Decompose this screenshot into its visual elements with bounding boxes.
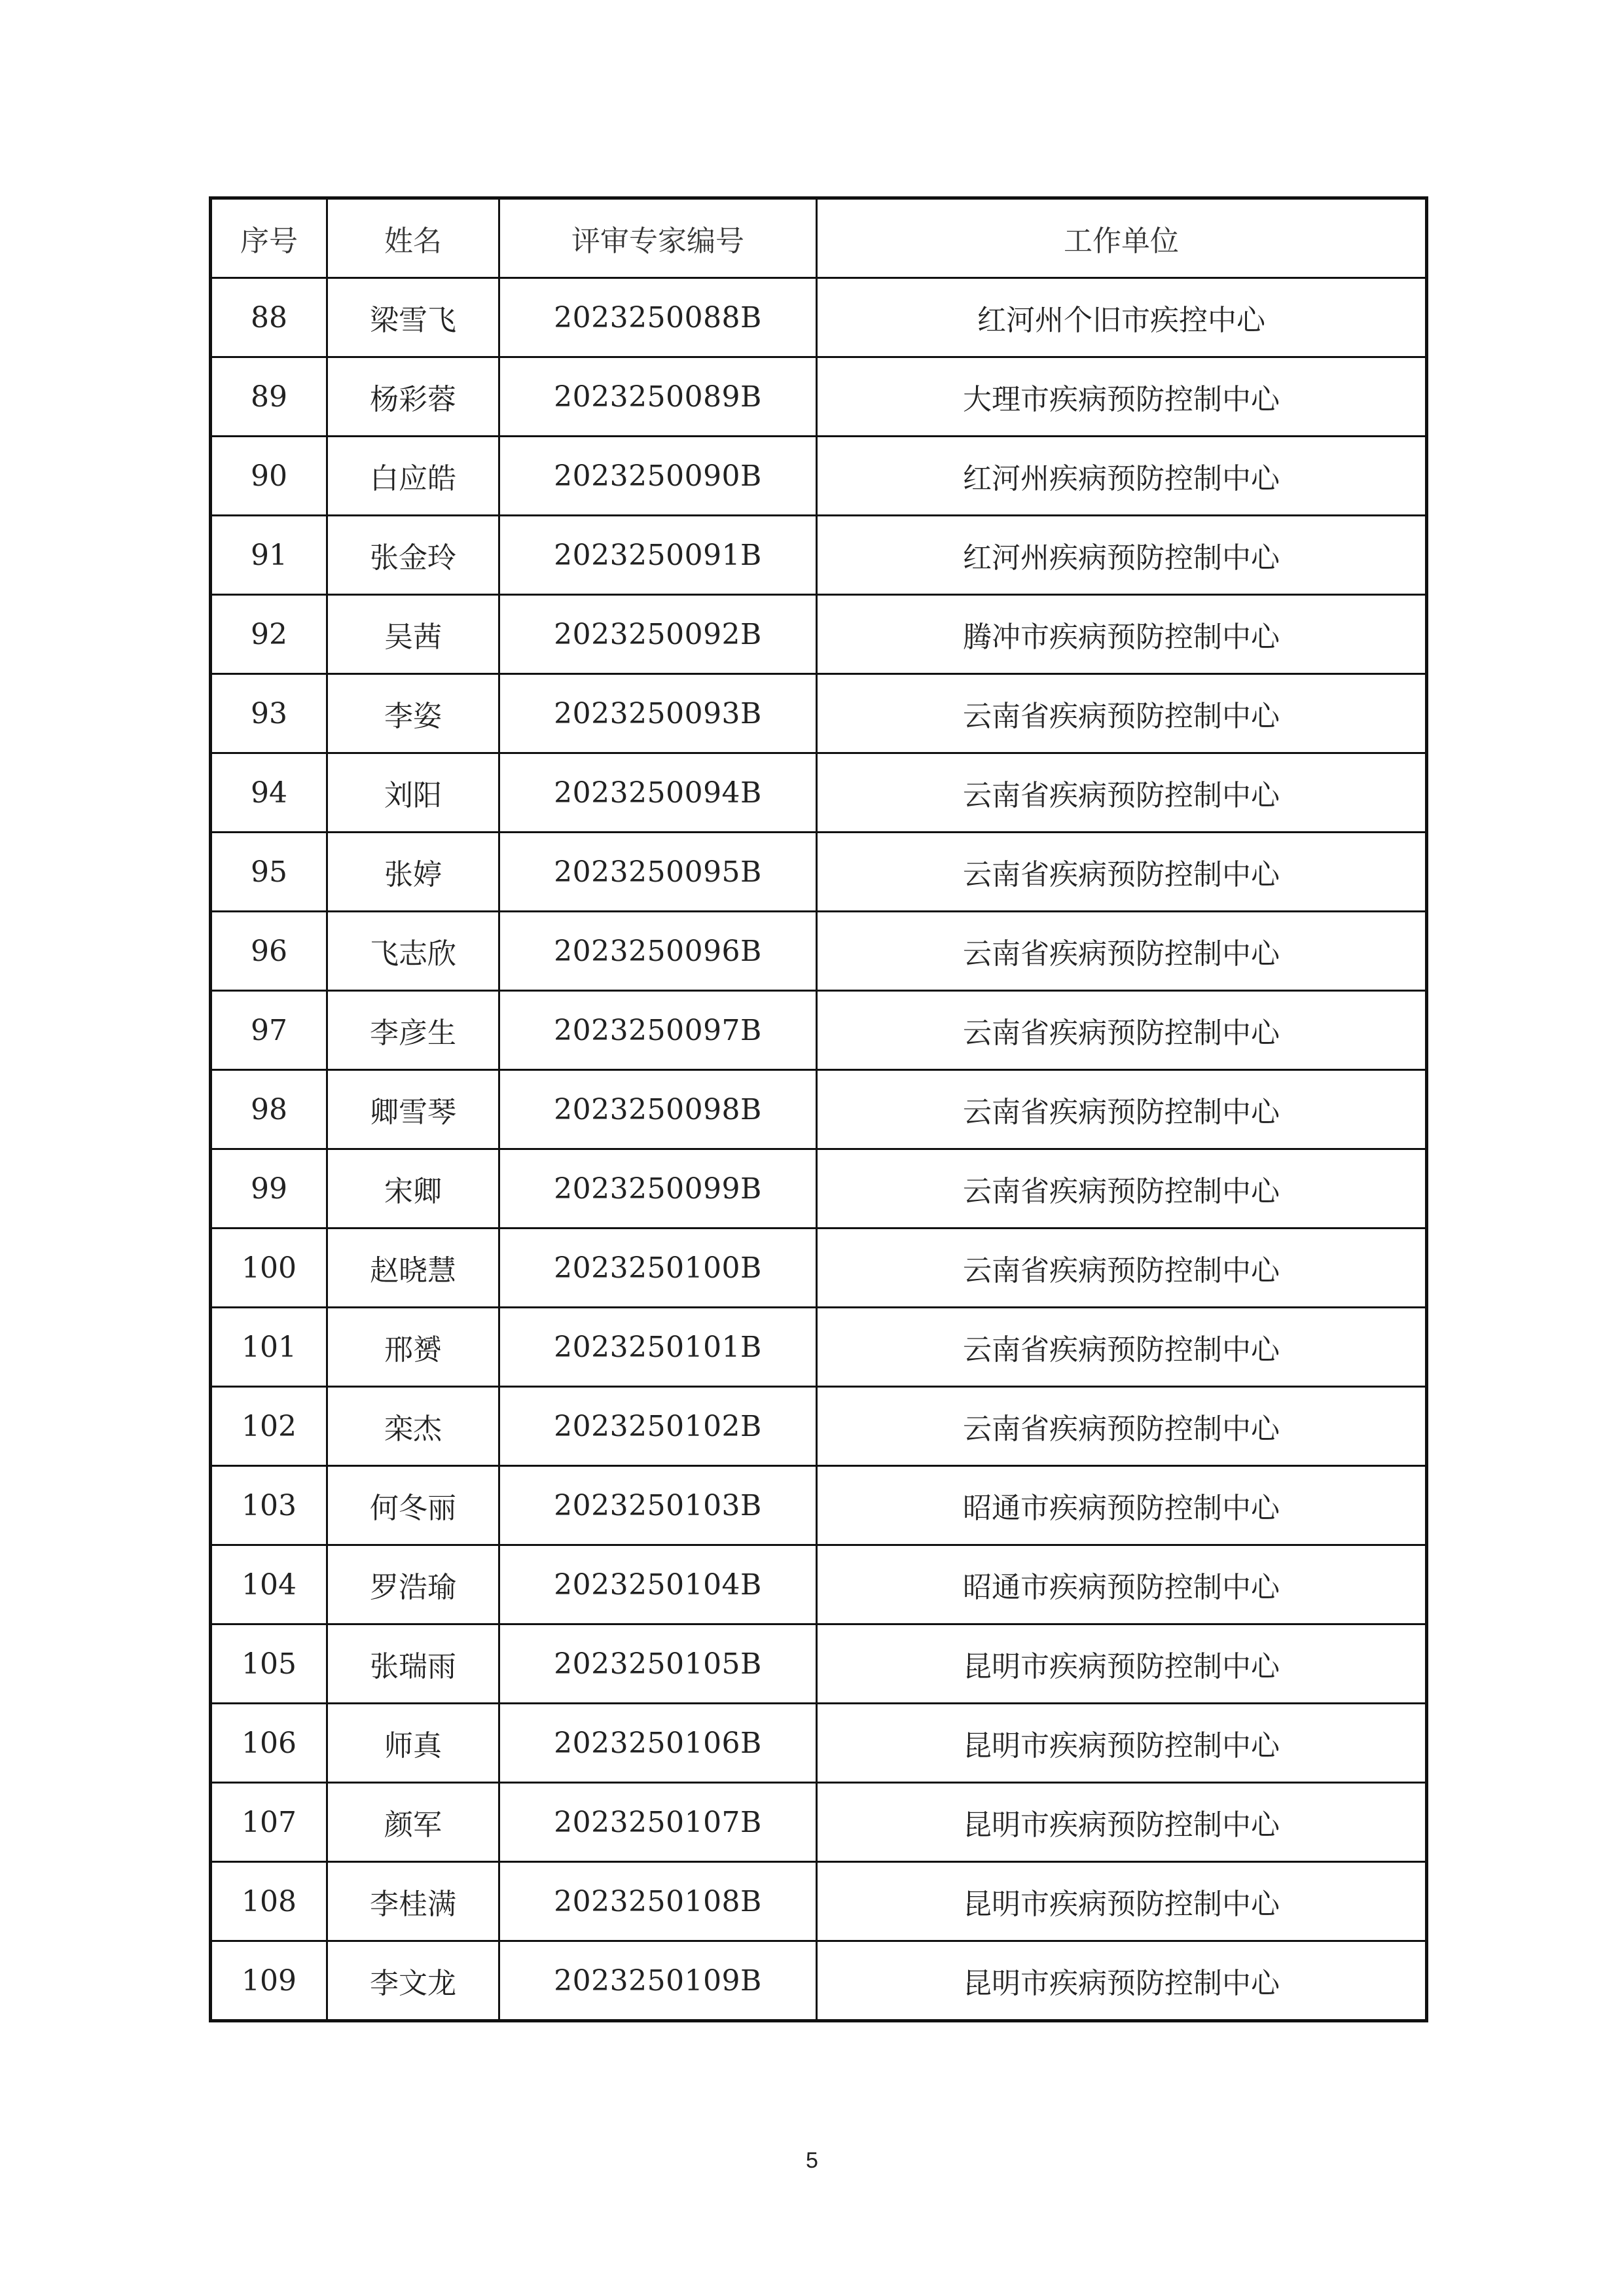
- table-row: [211, 753, 1427, 833]
- cell-seq: 105: [211, 1624, 327, 1704]
- cell-unit: 云南省疾病预防控制中心: [817, 991, 1427, 1070]
- cell-seq: 90: [211, 437, 327, 516]
- cell-unit: 云南省疾病预防控制中心: [817, 912, 1427, 991]
- table-row: [211, 833, 1427, 912]
- table-row: [211, 912, 1427, 991]
- cell-seq: 106: [211, 1704, 327, 1783]
- cell-seq: 102: [211, 1387, 327, 1466]
- expert-roster-table: [209, 196, 1428, 2022]
- cell-name: 张瑞雨: [327, 1624, 499, 1704]
- cell-unit: 云南省疾病预防控制中心: [817, 1149, 1427, 1229]
- cell-seq: 94: [211, 753, 327, 833]
- table-row: [211, 1308, 1427, 1387]
- cell-name: 栾杰: [327, 1387, 499, 1466]
- cell-code: 2023250105B: [499, 1624, 817, 1704]
- table-row: [211, 1545, 1427, 1624]
- cell-seq: 103: [211, 1466, 327, 1545]
- cell-unit: 云南省疾病预防控制中心: [817, 1229, 1427, 1308]
- cell-name: 罗浩瑜: [327, 1545, 499, 1624]
- cell-code: 2023250095B: [499, 833, 817, 912]
- cell-seq: 99: [211, 1149, 327, 1229]
- cell-name: 杨彩蓉: [327, 357, 499, 437]
- cell-name: 宋卿: [327, 1149, 499, 1229]
- cell-unit: 红河州疾病预防控制中心: [817, 437, 1427, 516]
- cell-name: 白应皓: [327, 437, 499, 516]
- cell-seq: 92: [211, 595, 327, 674]
- table-row: [211, 1704, 1427, 1783]
- cell-name: 何冬丽: [327, 1466, 499, 1545]
- cell-code: 2023250104B: [499, 1545, 817, 1624]
- table-row: [211, 1862, 1427, 1941]
- cell-unit: 红河州个旧市疾控中心: [817, 278, 1427, 357]
- cell-name: 李姿: [327, 674, 499, 753]
- table-body: [211, 278, 1427, 2021]
- cell-unit: 云南省疾病预防控制中心: [817, 753, 1427, 833]
- cell-unit: 云南省疾病预防控制中心: [817, 674, 1427, 753]
- cell-name: 卿雪琴: [327, 1070, 499, 1149]
- cell-code: 2023250097B: [499, 991, 817, 1070]
- cell-code: 2023250101B: [499, 1308, 817, 1387]
- cell-unit: 昆明市疾病预防控制中心: [817, 1862, 1427, 1941]
- cell-unit: 云南省疾病预防控制中心: [817, 833, 1427, 912]
- cell-name: 李桂满: [327, 1862, 499, 1941]
- table-row: [211, 674, 1427, 753]
- cell-seq: 101: [211, 1308, 327, 1387]
- table-row: [211, 991, 1427, 1070]
- cell-seq: 93: [211, 674, 327, 753]
- cell-seq: 100: [211, 1229, 327, 1308]
- table-row: [211, 1941, 1427, 2021]
- cell-code: 2023250099B: [499, 1149, 817, 1229]
- cell-seq: 104: [211, 1545, 327, 1624]
- cell-name: 飞志欣: [327, 912, 499, 991]
- cell-code: 2023250089B: [499, 357, 817, 437]
- cell-unit: 云南省疾病预防控制中心: [817, 1308, 1427, 1387]
- cell-code: 2023250108B: [499, 1862, 817, 1941]
- table-row: [211, 1783, 1427, 1862]
- cell-name: 梁雪飞: [327, 278, 499, 357]
- cell-name: 吴茜: [327, 595, 499, 674]
- cell-seq: 98: [211, 1070, 327, 1149]
- cell-seq: 97: [211, 991, 327, 1070]
- cell-unit: 大理市疾病预防控制中心: [817, 357, 1427, 437]
- cell-seq: 107: [211, 1783, 327, 1862]
- cell-seq: 96: [211, 912, 327, 991]
- header-code: 评审专家编号: [499, 198, 817, 278]
- cell-seq: 95: [211, 833, 327, 912]
- cell-name: 李彦生: [327, 991, 499, 1070]
- cell-code: 2023250091B: [499, 516, 817, 595]
- table-row: [211, 1149, 1427, 1229]
- header-unit: 工作单位: [817, 198, 1427, 278]
- cell-name: 邢赟: [327, 1308, 499, 1387]
- cell-code: 2023250106B: [499, 1704, 817, 1783]
- table-row: [211, 1070, 1427, 1149]
- cell-code: 2023250094B: [499, 753, 817, 833]
- cell-unit: 云南省疾病预防控制中心: [817, 1070, 1427, 1149]
- cell-name: 张金玲: [327, 516, 499, 595]
- table-row: [211, 437, 1427, 516]
- cell-seq: 91: [211, 516, 327, 595]
- table-row: [211, 516, 1427, 595]
- header-name: 姓名: [327, 198, 499, 278]
- table-row: [211, 595, 1427, 674]
- header-row: [211, 198, 1427, 278]
- cell-unit: 昆明市疾病预防控制中心: [817, 1624, 1427, 1704]
- table-row: [211, 1387, 1427, 1466]
- cell-code: 2023250098B: [499, 1070, 817, 1149]
- cell-name: 颜军: [327, 1783, 499, 1862]
- cell-name: 师真: [327, 1704, 499, 1783]
- table-header: [211, 198, 1427, 278]
- cell-seq: 108: [211, 1862, 327, 1941]
- cell-name: 李文龙: [327, 1941, 499, 2021]
- table-row: [211, 1624, 1427, 1704]
- cell-unit: 昆明市疾病预防控制中心: [817, 1783, 1427, 1862]
- table-row: [211, 357, 1427, 437]
- cell-code: 2023250100B: [499, 1229, 817, 1308]
- cell-code: 2023250109B: [499, 1941, 817, 2021]
- cell-unit: 昭通市疾病预防控制中心: [817, 1466, 1427, 1545]
- cell-unit: 昭通市疾病预防控制中心: [817, 1545, 1427, 1624]
- table-row: [211, 1229, 1427, 1308]
- cell-code: 2023250103B: [499, 1466, 817, 1545]
- cell-unit: 昆明市疾病预防控制中心: [817, 1704, 1427, 1783]
- header-seq: 序号: [211, 198, 327, 278]
- table-row: [211, 278, 1427, 357]
- cell-code: 2023250090B: [499, 437, 817, 516]
- table-row: [211, 1466, 1427, 1545]
- cell-name: 赵晓慧: [327, 1229, 499, 1308]
- cell-code: 2023250096B: [499, 912, 817, 991]
- cell-seq: 88: [211, 278, 327, 357]
- cell-code: 2023250092B: [499, 595, 817, 674]
- cell-seq: 89: [211, 357, 327, 437]
- cell-unit: 云南省疾病预防控制中心: [817, 1387, 1427, 1466]
- cell-code: 2023250102B: [499, 1387, 817, 1466]
- cell-seq: 109: [211, 1941, 327, 2021]
- cell-unit: 红河州疾病预防控制中心: [817, 516, 1427, 595]
- cell-code: 2023250107B: [499, 1783, 817, 1862]
- page-number: 5: [806, 2148, 818, 2173]
- cell-unit: 昆明市疾病预防控制中心: [817, 1941, 1427, 2021]
- cell-code: 2023250088B: [499, 278, 817, 357]
- cell-code: 2023250093B: [499, 674, 817, 753]
- cell-name: 张婷: [327, 833, 499, 912]
- cell-name: 刘阳: [327, 753, 499, 833]
- cell-unit: 腾冲市疾病预防控制中心: [817, 595, 1427, 674]
